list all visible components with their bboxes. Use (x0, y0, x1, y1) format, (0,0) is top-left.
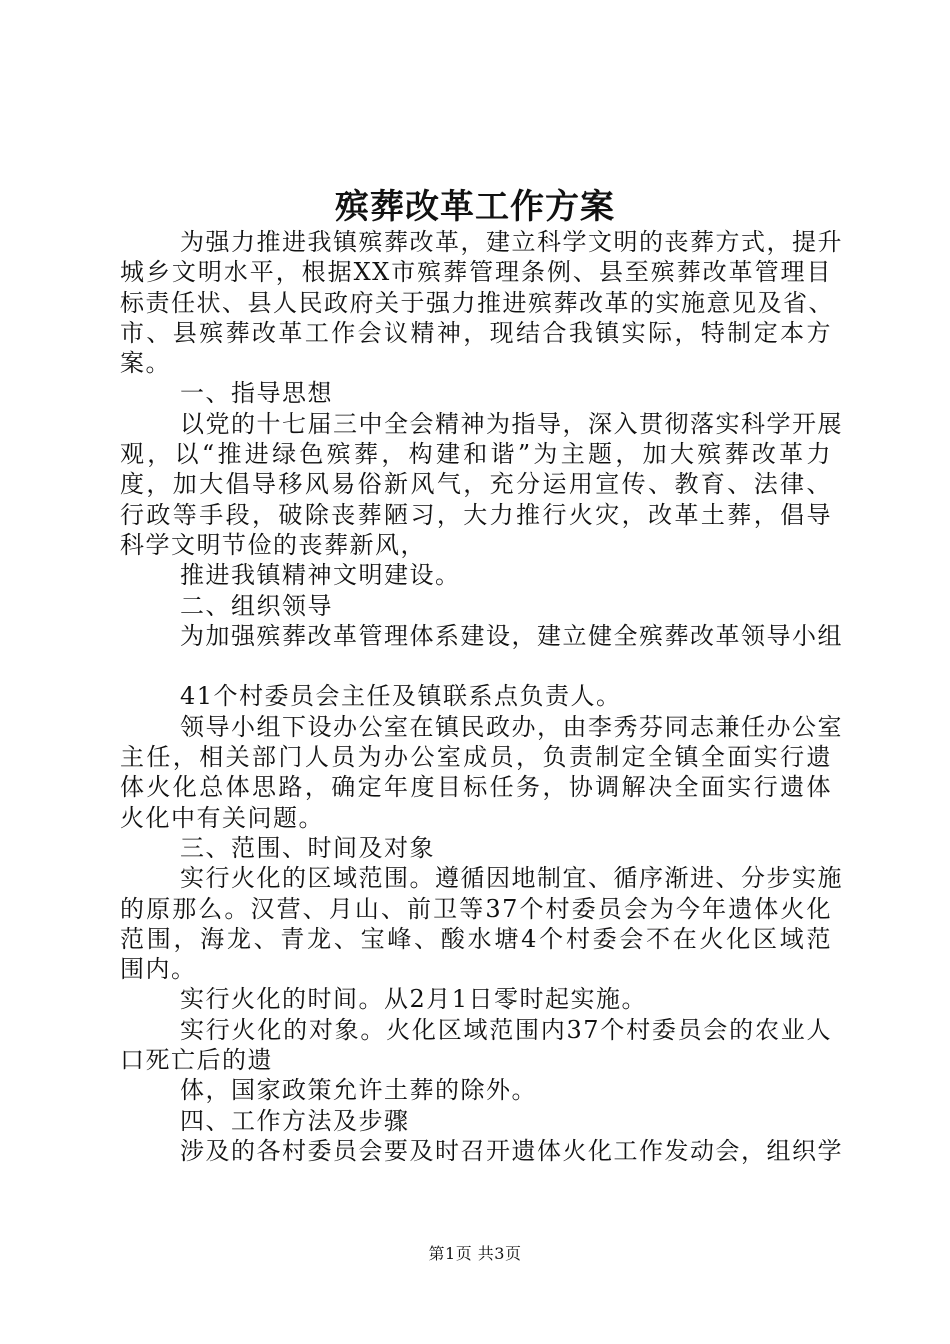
text-line: 体，国家政策允许土葬的除外。 (180, 1076, 537, 1105)
text-line: 围内。 (120, 955, 197, 984)
text-line: 范围，海龙、青龙、宝峰、酸水塘4个村委会不在火化区域范 (120, 924, 832, 953)
blank-line (120, 651, 832, 681)
section-heading: 一、指导思想 (180, 379, 333, 408)
text-line: 涉及的各村委员会要及时召开遗体火化工作发动会，组织学 (180, 1136, 843, 1165)
document-title: 殡葬改革工作方案 (335, 187, 615, 227)
document-body (120, 227, 843, 1166)
text-line: 体火化总体思路，确定年度目标任务，协调解决全面实行遗体 (120, 773, 832, 802)
text-line: 41个村委员会主任及镇联系点负责人。 (180, 682, 622, 711)
text-line: 市、县殡葬改革工作会议精神，现结合我镇实际，特制定本方 (120, 318, 832, 347)
text-line: 实行火化的区域范围。遵循因地制宜、循序渐进、分步实施 (180, 864, 843, 893)
text-line: 的原那么。汉营、月山、前卫等37个村委员会为今年遗体火化 (120, 894, 832, 923)
section-heading: 二、组织领导 (180, 591, 333, 620)
section-heading: 四、工作方法及步骤 (180, 1106, 410, 1135)
text-line: 为加强殡葬改革管理体系建设，建立健全殡葬改革领导小组 (180, 621, 843, 650)
text-line: 案。 (120, 349, 171, 378)
section-heading: 三、范围、时间及对象 (180, 833, 435, 862)
text-line: 行政等手段，破除丧葬陋习，大力推行火灾，改革土葬，倡导 (120, 500, 832, 529)
text-line: 城乡文明水平，根据XX市殡葬管理条例、县至殡葬改革管理目 (120, 258, 832, 287)
text-line: 标责任状、县人民政府关于强力推进殡葬改革的实施意见及省、 (120, 288, 834, 317)
text-line: 为强力推进我镇殡葬改革，建立科学文明的丧葬方式，提升 (180, 228, 843, 256)
text-line: 度，加大倡导移风易俗新风气，充分运用宣传、教育、法律、 (120, 470, 832, 499)
text-line: 口死亡后的遗 (120, 1046, 273, 1075)
text-line: 观，以“推进绿色殡葬，构建和谐”为主题，加大殡葬改革力 (120, 440, 832, 469)
text-line: 推进我镇精神文明建设。 (180, 561, 461, 590)
text-line: 以党的十七届三中全会精神为指导，深入贯彻落实科学开展 (180, 409, 843, 438)
text-line: 实行火化的对象。火化区域范围内37个村委员会的农业人 (180, 1015, 832, 1044)
page-footer: 第1页 共3页 (428, 1244, 522, 1263)
text-line: 科学文明节俭的丧葬新风， (120, 530, 426, 559)
text-line: 火化中有关问题。 (120, 803, 324, 832)
text-line: 主任，相关部门人员为办公室成员，负责制定全镇全面实行遗 (120, 743, 832, 772)
text-line: 实行火化的时间。从2月1日零时起实施。 (180, 985, 648, 1014)
text-line: 领导小组下设办公室在镇民政办，由李秀芬同志兼任办公室 (180, 712, 843, 741)
